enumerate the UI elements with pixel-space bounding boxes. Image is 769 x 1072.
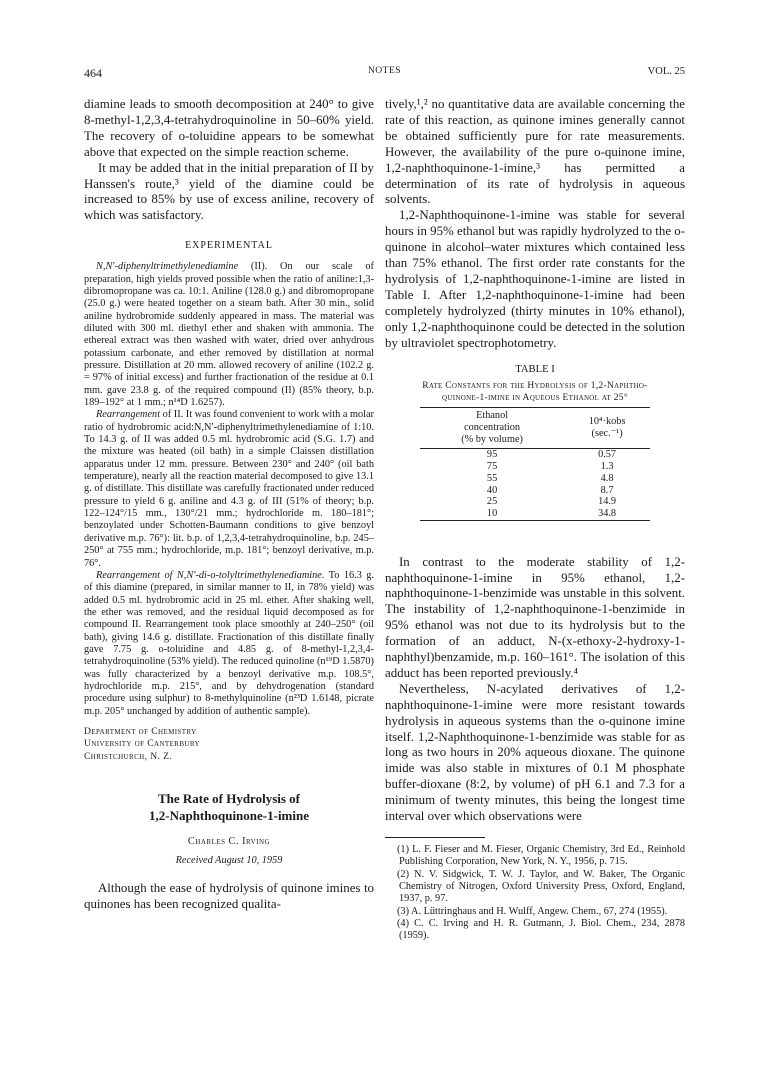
cell-k: 0.57 [598,449,617,461]
body-paragraph-2: 1,2-Naphthoquinone-1-imine was stable for several hours in 95% ethanol but was rapidly hydrolyzed to the o-quinone in alcohol–water mixtures which contained less than 75% ethanol. The first order rate constants for the hydrolysis of 1,2-naphthoquinone-1-imine are listed in Table I. After 1,2-naphthoquinone-1-imine had been completely hydrolyzed (thirty minutes in 10% ethanol), only 1,2-naphthoquinone could be detected in the solution by ultraviolet spectrophotometry. [385,208,686,350]
exp-paragraph-1 [84,261,374,409]
body-paragraph-4: Nevertheless, N-acylated derivatives of 1,2-naphthoquinone-1-imine were more resistant towards hydrolysis in aqueous systems than the o-quinone imine itself. 1,2-Naphthoquinone-1-benzimide was stable for as long as two hours in 20% aqueous dioxane. The quinone imide was also stable in mixtures of 0.1 M phosphate buffer-dioxane (8:2, by volume) of pH 6.1 and 7.3 for a minimum of twenty minutes, this being the longest time interval over which observations were [385,681,685,824]
affiliation [84,726,374,763]
volume-label: VOL. 25 [647,66,685,77]
article-title [84,790,374,824]
exp-1-label: N,N′-diphenyltrimethylenediamine [96,261,239,273]
cell-k: 4.8 [600,472,614,484]
body-paragraph-start: Although the ease of hydrolysis of quinone imines to quinones has been recognized qualita- [84,880,374,911]
table-row [420,473,650,485]
body-paragraph-3: In contrast to the moderate stability of 1,2-naphthoquinone-1-imine in 95% ethanol, 1,2-naphthoquinone-1-benzimide was unstable in this solvent. The instability of 1,2-naphthoquinone-1-benzimide in 95% ethanol was not due to its hydrolysis but to the formation of an adduct, N-(x-ethoxy-2-hydroxy-1-naphthyl)benzamide, m.p. 160–161°. The isolation of this adduct has been reported previously.⁴ [385,554,686,680]
exp-3-label: Rearrangement of N,N′-di-o-tolyltrimethylenediamine. [96,569,325,581]
right-column [385,97,685,942]
article-title-line-2: 1,2-Naphthoquinone-1-imine [149,807,309,823]
col-header-k-line-2: (sec.⁻¹) [591,427,623,439]
cell-ethanol: 10 [486,507,498,519]
cell-ethanol: 55 [486,472,498,484]
col-header-ethanol-line-1: Ethanol [476,409,509,421]
table-row [420,496,650,508]
cell-k: 8.7 [600,484,614,496]
table-row [420,485,650,497]
cell-k: 1.3 [600,461,614,473]
table-row [420,508,650,520]
cell-k: 34.8 [598,507,617,519]
col-header-ethanol-line-2: concentration [464,421,521,433]
table-caption [385,380,685,404]
footnote-rule [385,837,485,838]
exp-paragraph-3 [84,570,374,718]
col-header-ethanol [420,407,564,449]
table-header-row [420,407,650,449]
rate-constants-table [420,407,650,521]
article-title-line-1: The Rate of Hydrolysis of [157,790,301,806]
received-date: Received August 10, 1959 [175,854,283,866]
col-header-k [564,407,650,449]
table-caption-line-1: Rate Constants for the Hydrolysis of 1,2-Naphtho- [422,380,648,391]
table-row [420,461,650,473]
intro-paragraph-2: It may be added that in the initial preparation of II by Hanssen's route,³ yield of the diamine could be increased to 85% by use of excess aniline, recovery of which was satisfactory. [84,160,374,223]
experimental-heading: EXPERIMENTAL [185,240,273,252]
cell-ethanol: 25 [486,496,498,508]
col-header-k-line-1: 10⁴·kobs [588,415,626,427]
author-name: Charles C. Irving [187,835,271,847]
page-number: 464 [84,66,102,80]
running-header [84,66,685,82]
col-header-ethanol-line-3: (% by volume) [461,434,523,446]
body-paragraph-1: tively,¹,² no quantitative data are available concerning the rate of this reaction, as quinone imines generally cannot be obtained sufficiently pure for rate measurements. However, the availability of the pure o-quinone imine, 1,2-naphthoquinone-1-imine,³ has permitted a determination of its rate of hydrolysis in aqueous solvents. [385,97,685,207]
footnote-3: (3) A. Lüttringhaus and H. Wulff, Angew. Chem., 67, 274 (1955). [397,905,668,917]
table-body [420,449,650,520]
left-column [84,97,374,913]
affiliation-university: University of Canterbury [84,738,201,750]
footnote-4: (4) C. C. Irving and H. R. Gutmann, J. Biol. Chem., 234, 2878 (1959). [397,917,685,942]
footnote-2: (2) N. V. Sidgwick, T. W. J. Taylor, and W. Baker, The Organic Chemistry of Nitrogen, Oxford University Press, Oxford, England, 1937, p. 97. [397,868,685,905]
affiliation-department: Department of Chemistry [84,725,197,737]
section-title: NOTES [367,66,402,76]
exp-2-label: Rearrangement [96,409,161,421]
table-title: TABLE I [515,363,555,375]
footnote-1: (1) L. F. Fieser and M. Fieser, Organic Chemistry, 3rd Ed., Reinhold Publishing Corporation, New York, N. Y., 1956, p. 715. [397,844,685,868]
exp-2-text: of II. It was found convenient to work with a molar ratio of hydrobromic acid:N,N′-diphenyltrimethylenediamine of 1:10. To 14.3 g. of II was added 0.5 ml. hydrobromic acid (S.G. 1.7) and the mixture was heated (oil bath) in a simple Claissen distillation apparatus under 12 mm. pressure. Between 230° and 240° (oil bath temperature), nearly all the reaction material decomposed to give 13.1 g. of distillate. This distillate was carefully fractionated under reduced pressure to yield 6 g. aniline and 4.3 g. of III (51% of theory; b.p. 122–124°/15 mm., 130°/21 mm.; hydrochloride m. 180–181°; benzoylated under Schotten-Baumann conditions to give benzoyl derivative m.p. 76°): lit. b.p. of 1,2,3,4-tetrahydroquinoline, b.p. 245–250° at 755 mm.; hydrochloride, m.p. 181°; benzoyl derivative, m.p. 76°. [84,409,374,569]
affiliation-city: Christchurch, N. Z. [84,750,173,762]
intro-paragraph-1: diamine leads to smooth decomposition at 240° to give 8-methyl-1,2,3,4-tetrahydroquinoline in 50–60% yield. The recovery of o-toluidine appears to be somewhat above that expected on the simple reaction scheme. [84,97,374,159]
cell-ethanol: 95 [486,449,498,461]
cell-k: 14.9 [598,496,617,508]
cell-ethanol: 40 [486,484,498,496]
table-row [420,449,650,461]
cell-ethanol: 75 [486,461,498,473]
exp-paragraph-2 [84,409,374,569]
exp-1-text: (II). On our scale of preparation, high yields proved possible when the ratio of aniline:1,3-dibromopropane was ca. 10:1. Aniline (128.0 g.) and dibromopropane (25.0 g.) were heated together on a steam bath. After 30 min., solid aniline hydrobromide suddenly appeared in mass. The material was diluted with 300 ml. diethyl ether and shaken with ammonia. The ethereal extract was then washed with water, dried over anhydrous potassium carbonate, and ether removed by distillation at normal pressure. Distillation at 20 mm. allowed recovery of aniline (102.2 g. = 97% of initial excess) and further fractionation of the residue at 0.1 mm. gave 23.8 g. of the required compound (II) (85% theory, b.p. 189–192° at 1 mm.; n¹⁴D 1.6257). [84,261,374,409]
exp-3-text: To 16.3 g. of this diamine (prepared, in similar manner to II, in 78% yield) was added 0.5 ml. hydrobromic acid in 25 ml. ether. After shaking well, the ether was removed, and the residual liquid decomposed as for compound II. Rearrangement took place smoothly at 240–250° (oil bath), giving 14.6 g. distillate. Fractionation of this distillate finally gave 7.75 g. o-toluidine and 4.85 g. of 8-methyl-1,2,3,4-tetrahydroquinoline (53% yield). The reduced quinoline (n¹⁹D 1.5870) was fully characterized by a benzoyl derivative m.p. 108.5°, hydrochloride m.p. 215°, and by dehydrogenation (standard procedure using sulphur) to 8-methylquinoline (n²³D 1.6148, picrate m.p. 205° unchanged by addition of authentic sample). [84,569,374,717]
table-caption-line-2: quinone-1-imine in Aqueous Ethanol at 25° [442,392,628,403]
